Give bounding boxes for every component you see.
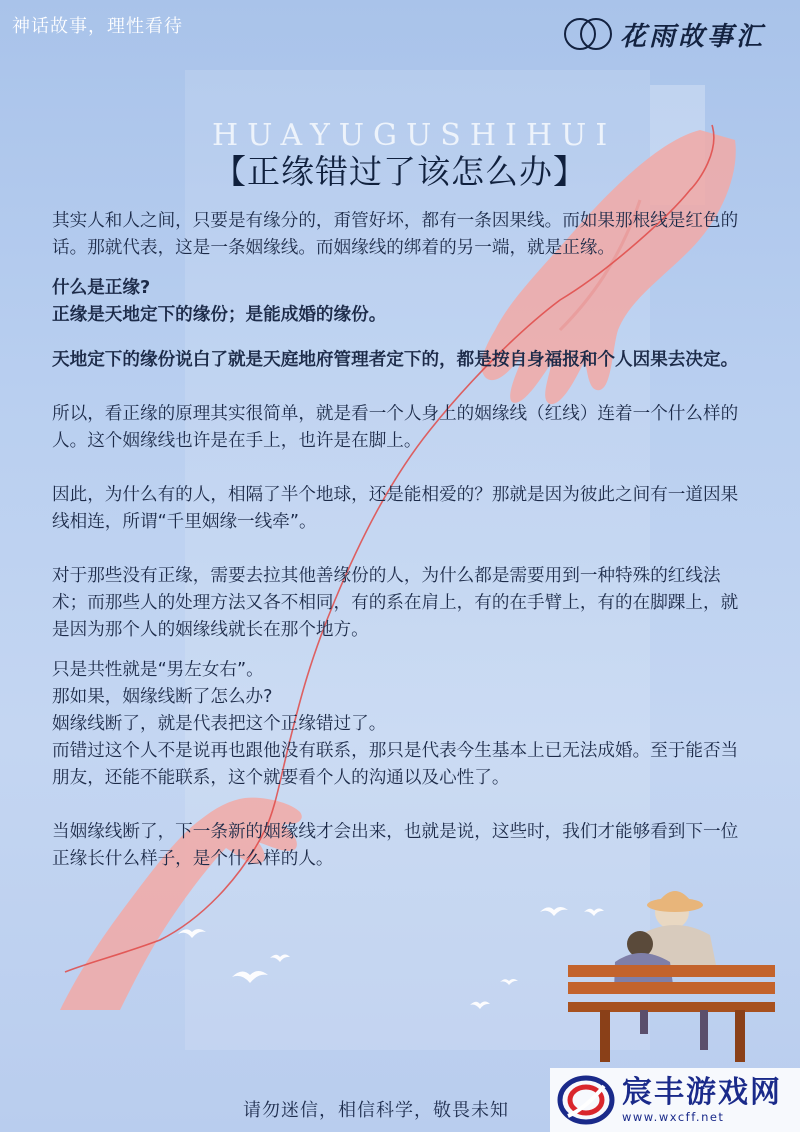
article-title: 【正缘错过了该怎么办】 [213,152,587,191]
paragraph: 所以，看正缘的原理其实很简单，就是看一个人身上的姻缘线（红线）连着一个什么样的人。这个姻缘线也许是在手上，也许是在脚上。 [52,404,739,451]
double-ring-icon [560,14,616,54]
site-logo-icon [556,1072,616,1128]
paragraph: 而错过这个人不是说再也跟他没有联系，那只是代表今生基本上已无法成婚。至于能否当朋友，还能不能联系，这个就要看个人的沟通以及心性了。 [52,741,739,788]
paragraph: 因此，为什么有的人，相隔了半个地球，还是能相爱的？那就是因为彼此之间有一道因果线相连，所谓“千里姻缘一线牵”。 [52,485,739,532]
article-body [52,208,754,873]
site-badge[interactable] [550,1068,800,1132]
paragraph: 只是共性就是“男左女右”。 [52,660,264,680]
footer-slogan: 请勿迷信，相信科学，敬畏未知 [243,1100,509,1121]
paragraph: 当姻缘线断了，下一条新的姻缘线才会出来，也就是说，这些时，我们才能够看到下一位正缘长什么样子，是个什么样的人。 [52,822,739,869]
brand-name: 花雨故事汇 [620,21,766,52]
brand-logo [560,14,765,54]
paragraph-bold: 天地定下的缘份说白了就是天庭地府管理者定下的，都是按自身福报和个人因果去决定。 [52,350,739,370]
site-name: 宸丰游戏网 [622,1075,782,1110]
site-url: www.wxcff.net [622,1110,725,1124]
paragraph: 对于那些没有正缘，需要去拉其他善缘份的人，为什么都是需要用到一种特殊的红线法术；而那些人的处理方法又各不相同，有的系在肩上，有的在手臂上，有的在脚踝上，就是因为那个人的姻缘线就长在那个地方。 [52,566,739,640]
header-tagline: 神话故事，理性看待 [12,16,183,37]
paragraph: 姻缘线断了，就是代表把这个正缘错过了。 [52,714,387,734]
paragraph: 其实人和人之间，只要是有缘分的，甭管好坏，都有一条因果线。而如果那根线是红色的话。那就代表，这是一条姻缘线。而姻缘线的绑着的另一端，就是正缘。 [52,211,739,258]
latin-watermark: HUAYUGUSHIHUI [212,118,617,153]
question-heading: 什么是正缘? [52,278,151,298]
paragraph-bold: 正缘是天地定下的缘份；是能成婚的缘份。 [52,305,387,325]
paragraph: 那如果，姻缘线断了怎么办? [52,687,273,707]
